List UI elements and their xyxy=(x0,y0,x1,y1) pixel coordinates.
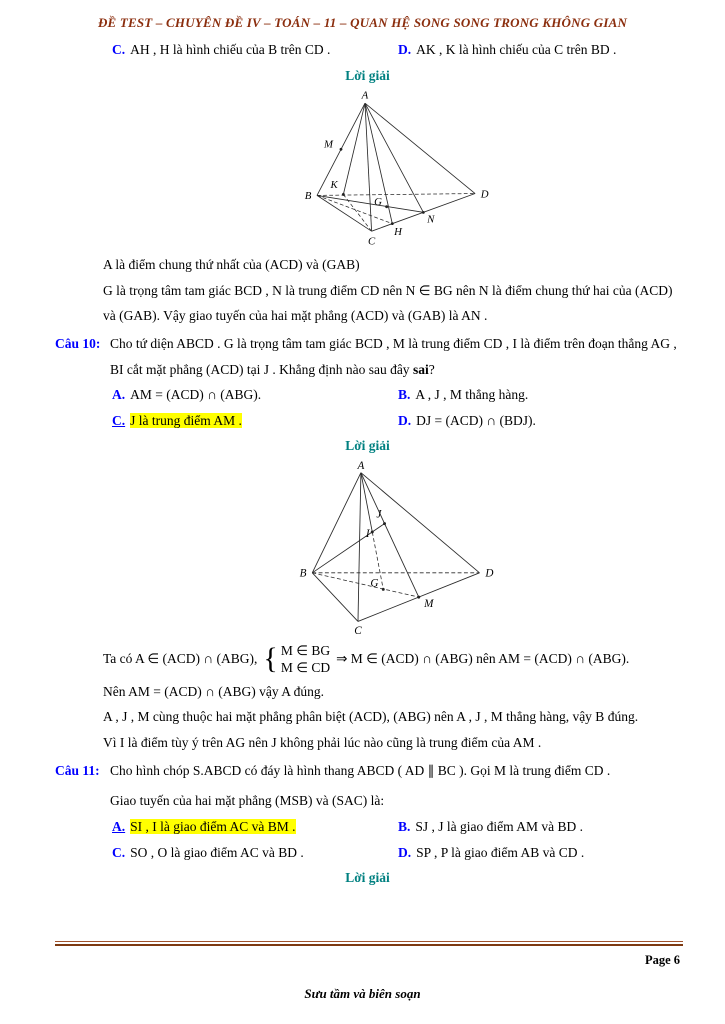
figure-tetrahedron-q9 xyxy=(282,90,512,250)
q10-sol-prefix: Ta có A ∈ (ACD) ∩ (ABG), xyxy=(103,651,258,667)
fig1-label-d: D xyxy=(480,188,489,201)
q10-option-c xyxy=(112,408,398,434)
q9-solution-line-2: G là trọng tâm tam giác BCD , N là trung điểm CD nên N ∈ BG nên N là điểm chung thứ hai của (ACD) và (GAB). Vậy giao tuyến của hai mặt phẳng (ACD) và (GAB) là AN . xyxy=(103,282,673,324)
question-10-stem xyxy=(110,331,680,382)
q10-solution-line-4: Vì I là điểm tùy ý trên AG nên J không phải lúc nào cũng là trung điểm của AM . xyxy=(103,735,542,751)
cases-stack xyxy=(281,642,330,677)
fig2-label-b: B xyxy=(299,567,307,580)
q9-option-c xyxy=(112,37,398,63)
solution-heading-q10: Lời giải xyxy=(345,438,390,454)
solution-heading-q9: Lời giải xyxy=(345,67,390,83)
q10-solution-line-1 xyxy=(103,638,680,679)
fig1-label-a: A xyxy=(361,89,369,102)
question-10-number: Câu 10: xyxy=(55,335,101,351)
footer-rule xyxy=(55,941,683,946)
question10-options-row-1 xyxy=(112,382,680,408)
q10-solution-line-2: Nên AM = (ACD) ∩ (ABG) vậy A đúng. xyxy=(103,683,324,699)
q10-solution-line-3: A , J , M cùng thuộc hai mặt phẳng phân biệt (ACD), (ABG) nên A , J , M thẳng hàng, vậy B đúng. xyxy=(103,709,639,725)
figure-tetrahedron-q10 xyxy=(285,461,500,636)
q9-option-d-label: D. xyxy=(398,42,412,57)
q10-option-c-label: C. xyxy=(112,412,126,428)
q11-option-b xyxy=(398,814,680,840)
q11-option-a-label: A. xyxy=(112,819,126,835)
q10-option-d-label: D. xyxy=(398,412,412,428)
fig1-label-n: N xyxy=(427,213,435,226)
question10-options-row-2 xyxy=(112,408,680,434)
solution-heading-q11: Lời giải xyxy=(345,870,390,886)
document-title: ĐỀ TEST – CHUYÊN ĐỀ IV – TOÁN – 11 – QUAN HỆ SONG SONG TRONG KHÔNG GIAN xyxy=(97,15,628,30)
footer-note: Sưu tầm và biên soạn xyxy=(304,986,421,1001)
fig1-label-h: H xyxy=(394,225,402,238)
fig1-label-k: K xyxy=(330,178,338,191)
q10-stem-end: ? xyxy=(428,361,435,377)
q11-option-b-label: B. xyxy=(398,819,411,835)
fig2-label-c: C xyxy=(354,624,362,636)
fig1-label-m: M xyxy=(323,138,333,151)
q10-option-a-text: AM = (ACD) ∩ (ABG). xyxy=(130,387,262,403)
q10-option-a xyxy=(112,382,398,408)
fig2-label-i: I xyxy=(365,527,370,540)
fig1-label-c: C xyxy=(367,235,376,248)
q11-stem-text: Cho hình chóp S.ABCD có đáy là hình thang ABCD ( AD ∥ BC ). Gọi M là trung điểm CD . xyxy=(110,762,611,778)
question11-options-row-2 xyxy=(112,840,680,866)
case-1: M ∈ BG xyxy=(280,642,331,658)
fig2-label-g: G xyxy=(370,577,379,590)
fig1-label-g: G xyxy=(374,195,382,208)
fig1-lines xyxy=(317,103,475,231)
q10-sol-suffix: ⇒ M ∈ (ACD) ∩ (ABG) nên AM = (ACD) ∩ (ABG). xyxy=(336,651,630,667)
q11-option-d xyxy=(398,840,680,866)
q9-option-c-label: C. xyxy=(112,42,126,57)
question-11-number: Câu 11: xyxy=(55,762,100,778)
fig2-label-a: A xyxy=(357,460,365,472)
fig1-points xyxy=(340,148,425,225)
q10-stem-text: Cho tứ diện ABCD . G là trọng tâm tam giác BCD , M là trung điểm CD , I là điểm trên đoạn thẳng AG , BI cắt mặt phẳng (ACD) tại J . Khẳng định nào sau đây xyxy=(110,335,677,377)
question-11 xyxy=(55,758,680,814)
q10-stem-bold-word: sai xyxy=(412,361,429,377)
q10-option-b-label: B. xyxy=(398,387,411,403)
q11-option-d-label: D. xyxy=(398,844,412,860)
q11-option-d-text: SP , P là giao điểm AB và CD . xyxy=(416,844,585,860)
fig2-lines xyxy=(312,472,479,621)
q11-option-c-text: SO , O là giao điểm AC và BD . xyxy=(130,844,304,860)
q11-stem-line-2: Giao tuyến của hai mặt phẳng (MSB) và (SAC) là: xyxy=(110,793,385,809)
q10-option-b-text: A , J , M thẳng hàng. xyxy=(415,387,529,403)
case-2: M ∈ CD xyxy=(280,660,331,676)
question-10 xyxy=(55,331,680,382)
question11-options-row-1 xyxy=(112,814,680,840)
q11-option-c xyxy=(112,840,398,866)
q11-option-a xyxy=(112,814,398,840)
fig2-label-m: M xyxy=(424,597,434,610)
q10-option-c-text-highlighted: J là trung điểm AM . xyxy=(130,412,242,428)
page-number: Page 6 xyxy=(644,953,680,967)
q10-option-d xyxy=(398,408,680,434)
fig2-label-j: J xyxy=(376,508,382,521)
q11-option-c-label: C. xyxy=(112,844,126,860)
q10-option-a-label: A. xyxy=(112,387,126,403)
fig1-label-b: B xyxy=(304,190,312,203)
q9-option-c-text: AH , H là hình chiếu của B trên CD . xyxy=(130,42,331,57)
cases-brace: { xyxy=(263,642,278,676)
fig2-label-d: D xyxy=(485,567,494,580)
q9-solution-line-1: A là điểm chung thứ nhất của (ACD) và (GAB) xyxy=(103,256,360,272)
q11-option-a-text-highlighted: SI , I là giao điểm AC và BM . xyxy=(130,819,296,835)
q10-option-b xyxy=(398,382,680,408)
question9-options xyxy=(112,37,680,63)
q11-option-b-text: SJ , J là giao điểm AM và BD . xyxy=(415,819,584,835)
q9-option-d xyxy=(398,37,680,63)
q9-option-d-text: AK , K là hình chiếu của C trên BD . xyxy=(416,42,617,57)
question-11-stem xyxy=(110,758,680,814)
content xyxy=(0,31,725,891)
q10-option-d-text: DJ = (ACD) ∩ (BDJ). xyxy=(416,412,536,428)
